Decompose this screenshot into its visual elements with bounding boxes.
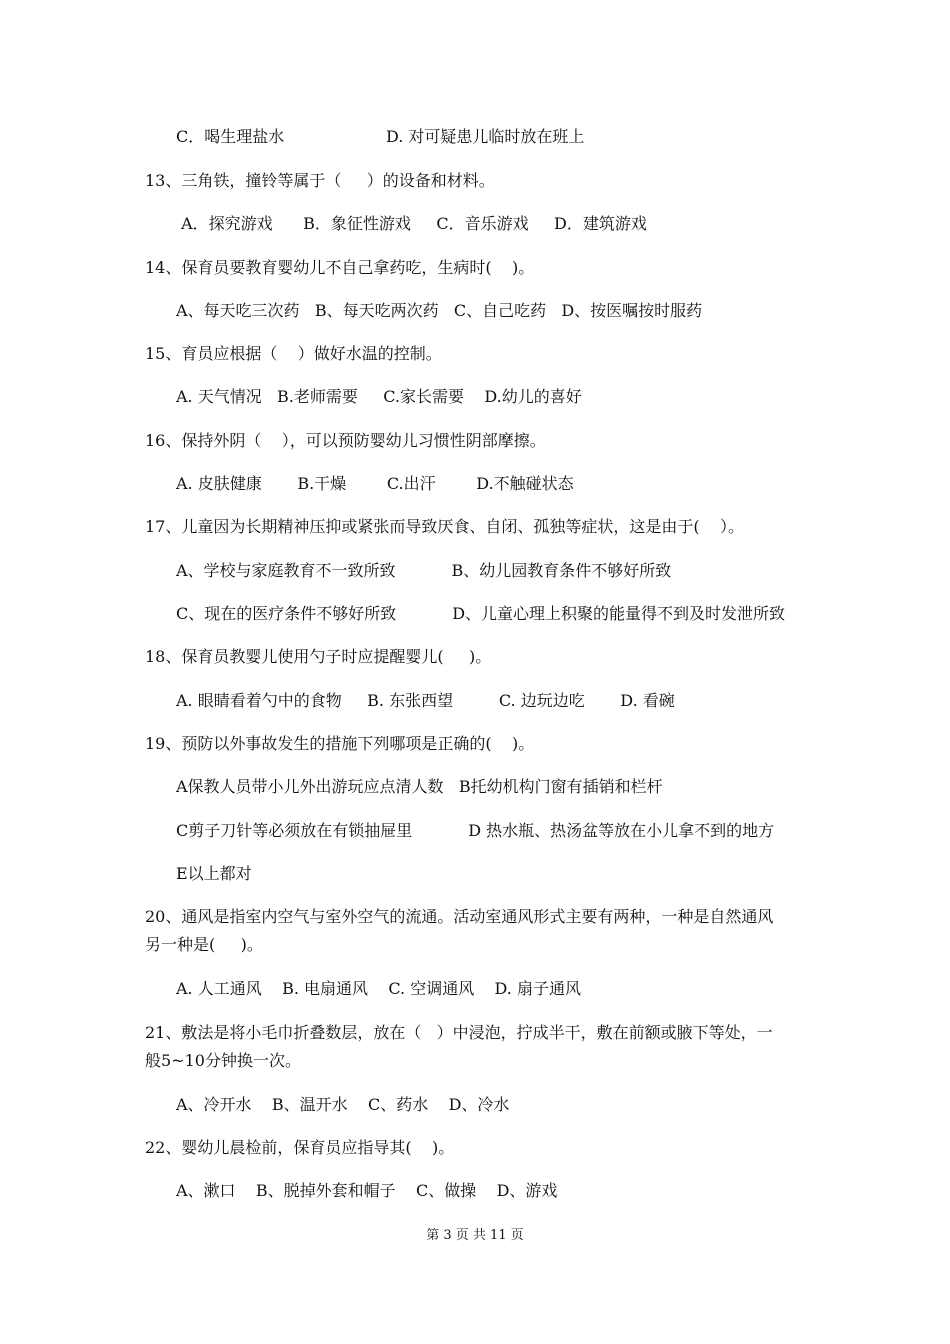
option-line: A、每天吃三次药 B、每天吃两次药 C、自己吃药 D、按医嘱按时服药 [176,301,703,320]
option-line: A. 天气情况 B.老师需要 C.家长需要 D.幼儿的喜好 [176,387,582,406]
option-line: C．喝生理盐水 D. 对可疑患儿临时放在班上 [176,127,585,146]
question-17: 17、儿童因为长期精神压抑或紧张而导致厌食、自闭、孤独等症状，这是由于( ）。 [145,517,744,536]
option-line: E以上都对 [176,864,252,883]
option-line: A. 人工通风 B. 电扇通风 C. 空调通风 D. 扇子通风 [176,979,581,998]
option-line: C剪子刀针等必须放在有锁抽屉里 D 热水瓶、热汤盆等放在小儿拿不到的地方 [176,821,775,840]
question-continuation: 般5~10分钟换一次。 [145,1051,301,1070]
option-line: A．探究游戏 B．象征性游戏 C．音乐游戏 D．建筑游戏 [176,214,647,233]
page-footer: 第 3 页 共 11 页 [426,1228,524,1243]
question-19: 19、预防以外事故发生的措施下列哪项是正确的( )。 [145,734,535,753]
question-continuation: 另一种是( )。 [145,935,263,954]
question-14: 14、保育员要教育婴幼儿不自己拿药吃，生病时( )。 [145,258,535,277]
question-15: 15、育员应根据（ ）做好水温的控制。 [145,344,442,363]
option-line: A、冷开水 B、温开水 C、药水 D、冷水 [176,1095,510,1114]
option-line: A、学校与家庭教育不一致所致 B、幼儿园教育条件不够好所致 [176,561,672,580]
question-18: 18、保育员教婴儿使用勺子时应提醒婴儿( )。 [145,647,492,666]
option-line: A. 皮肤健康 B.干燥 C.出汗 D.不触碰状态 [176,474,574,493]
option-line: A、漱口 B、脱掉外套和帽子 C、做操 D、游戏 [176,1181,558,1200]
option-line: A保教人员带小儿外出游玩应点清人数 B托幼机构门窗有插销和栏杆 [176,777,663,796]
question-22: 22、婴幼儿晨检前，保育员应指导其( )。 [145,1138,455,1157]
option-line: A. 眼睛看着勺中的食物 B. 东张西望 C. 边玩边吃 D. 看碗 [176,691,675,710]
question-16: 16、保持外阴（ ），可以预防婴幼儿习惯性阴部摩擦。 [145,431,546,450]
question-13: 13、三角铁，撞铃等属于（ ）的设备和材料。 [145,171,495,190]
question-21: 21、敷法是将小毛巾折叠数层，放在（ ）中浸泡，拧成半干，敷在前额或腋下等处，一 [145,1023,773,1042]
option-line: C、现在的医疗条件不够好所致 D、儿童心理上积聚的能量得不到及时发泄所致 [176,604,786,623]
question-20: 20、通风是指室内空气与室外空气的流通。活动室通风形式主要有两种，一种是自然通风 [145,907,774,926]
